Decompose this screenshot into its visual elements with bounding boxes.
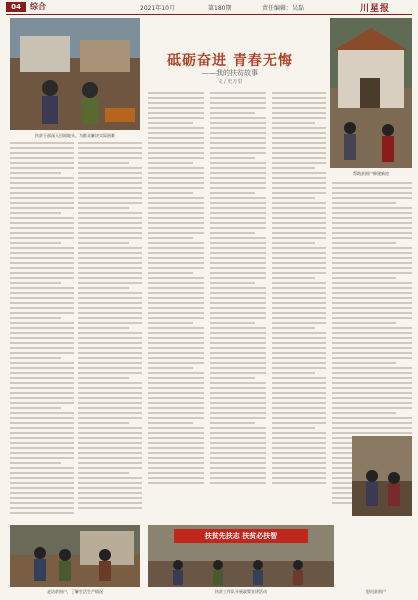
article-subtitle: ——我的扶贫故事	[202, 69, 258, 77]
text-column-2	[78, 142, 142, 522]
caption-bottom-left: 走访贫困户，了解生活生产情况	[47, 589, 103, 594]
section-name: 综合	[30, 2, 46, 11]
photo-policy-outreach	[148, 525, 334, 587]
photo-new-house	[330, 18, 412, 168]
photo-village-visit-image	[352, 436, 412, 516]
issue-date: 2021年10月	[140, 5, 175, 12]
text-column-1	[10, 142, 74, 522]
photo-village-visit	[352, 436, 412, 516]
photo-household-visit	[10, 525, 140, 587]
caption-bottom-right: 慰问贫困户	[366, 589, 386, 594]
outreach-banner: 扶贫先扶志 扶贫必扶智	[174, 529, 308, 543]
issue-number: 第180期	[208, 5, 232, 12]
caption-top-left: 扶贫干部深入田间地头，为群众解决实际困难	[35, 133, 115, 138]
photo-household-visit-image	[10, 525, 140, 587]
photo-new-house-image	[330, 18, 412, 168]
text-column-5	[272, 92, 326, 522]
editor-credit: 责任编辑：吴磊	[262, 5, 305, 12]
caption-top-right: 帮助贫困户修建新房	[353, 171, 389, 176]
photo-field-visit-image	[10, 18, 140, 130]
header-rule	[6, 14, 412, 15]
page-number: 04	[6, 2, 26, 12]
caption-bottom-mid: 扶贫工作队开展政策宣讲活动	[215, 589, 267, 594]
newspaper-logo: 川星报	[360, 4, 391, 14]
text-column-3	[148, 92, 204, 522]
article-byline: 文 / 史万里	[217, 79, 243, 85]
photo-field-visit	[10, 18, 140, 130]
article-title: 砥砺奋进 青春无悔	[167, 53, 293, 69]
text-column-4	[210, 92, 266, 522]
